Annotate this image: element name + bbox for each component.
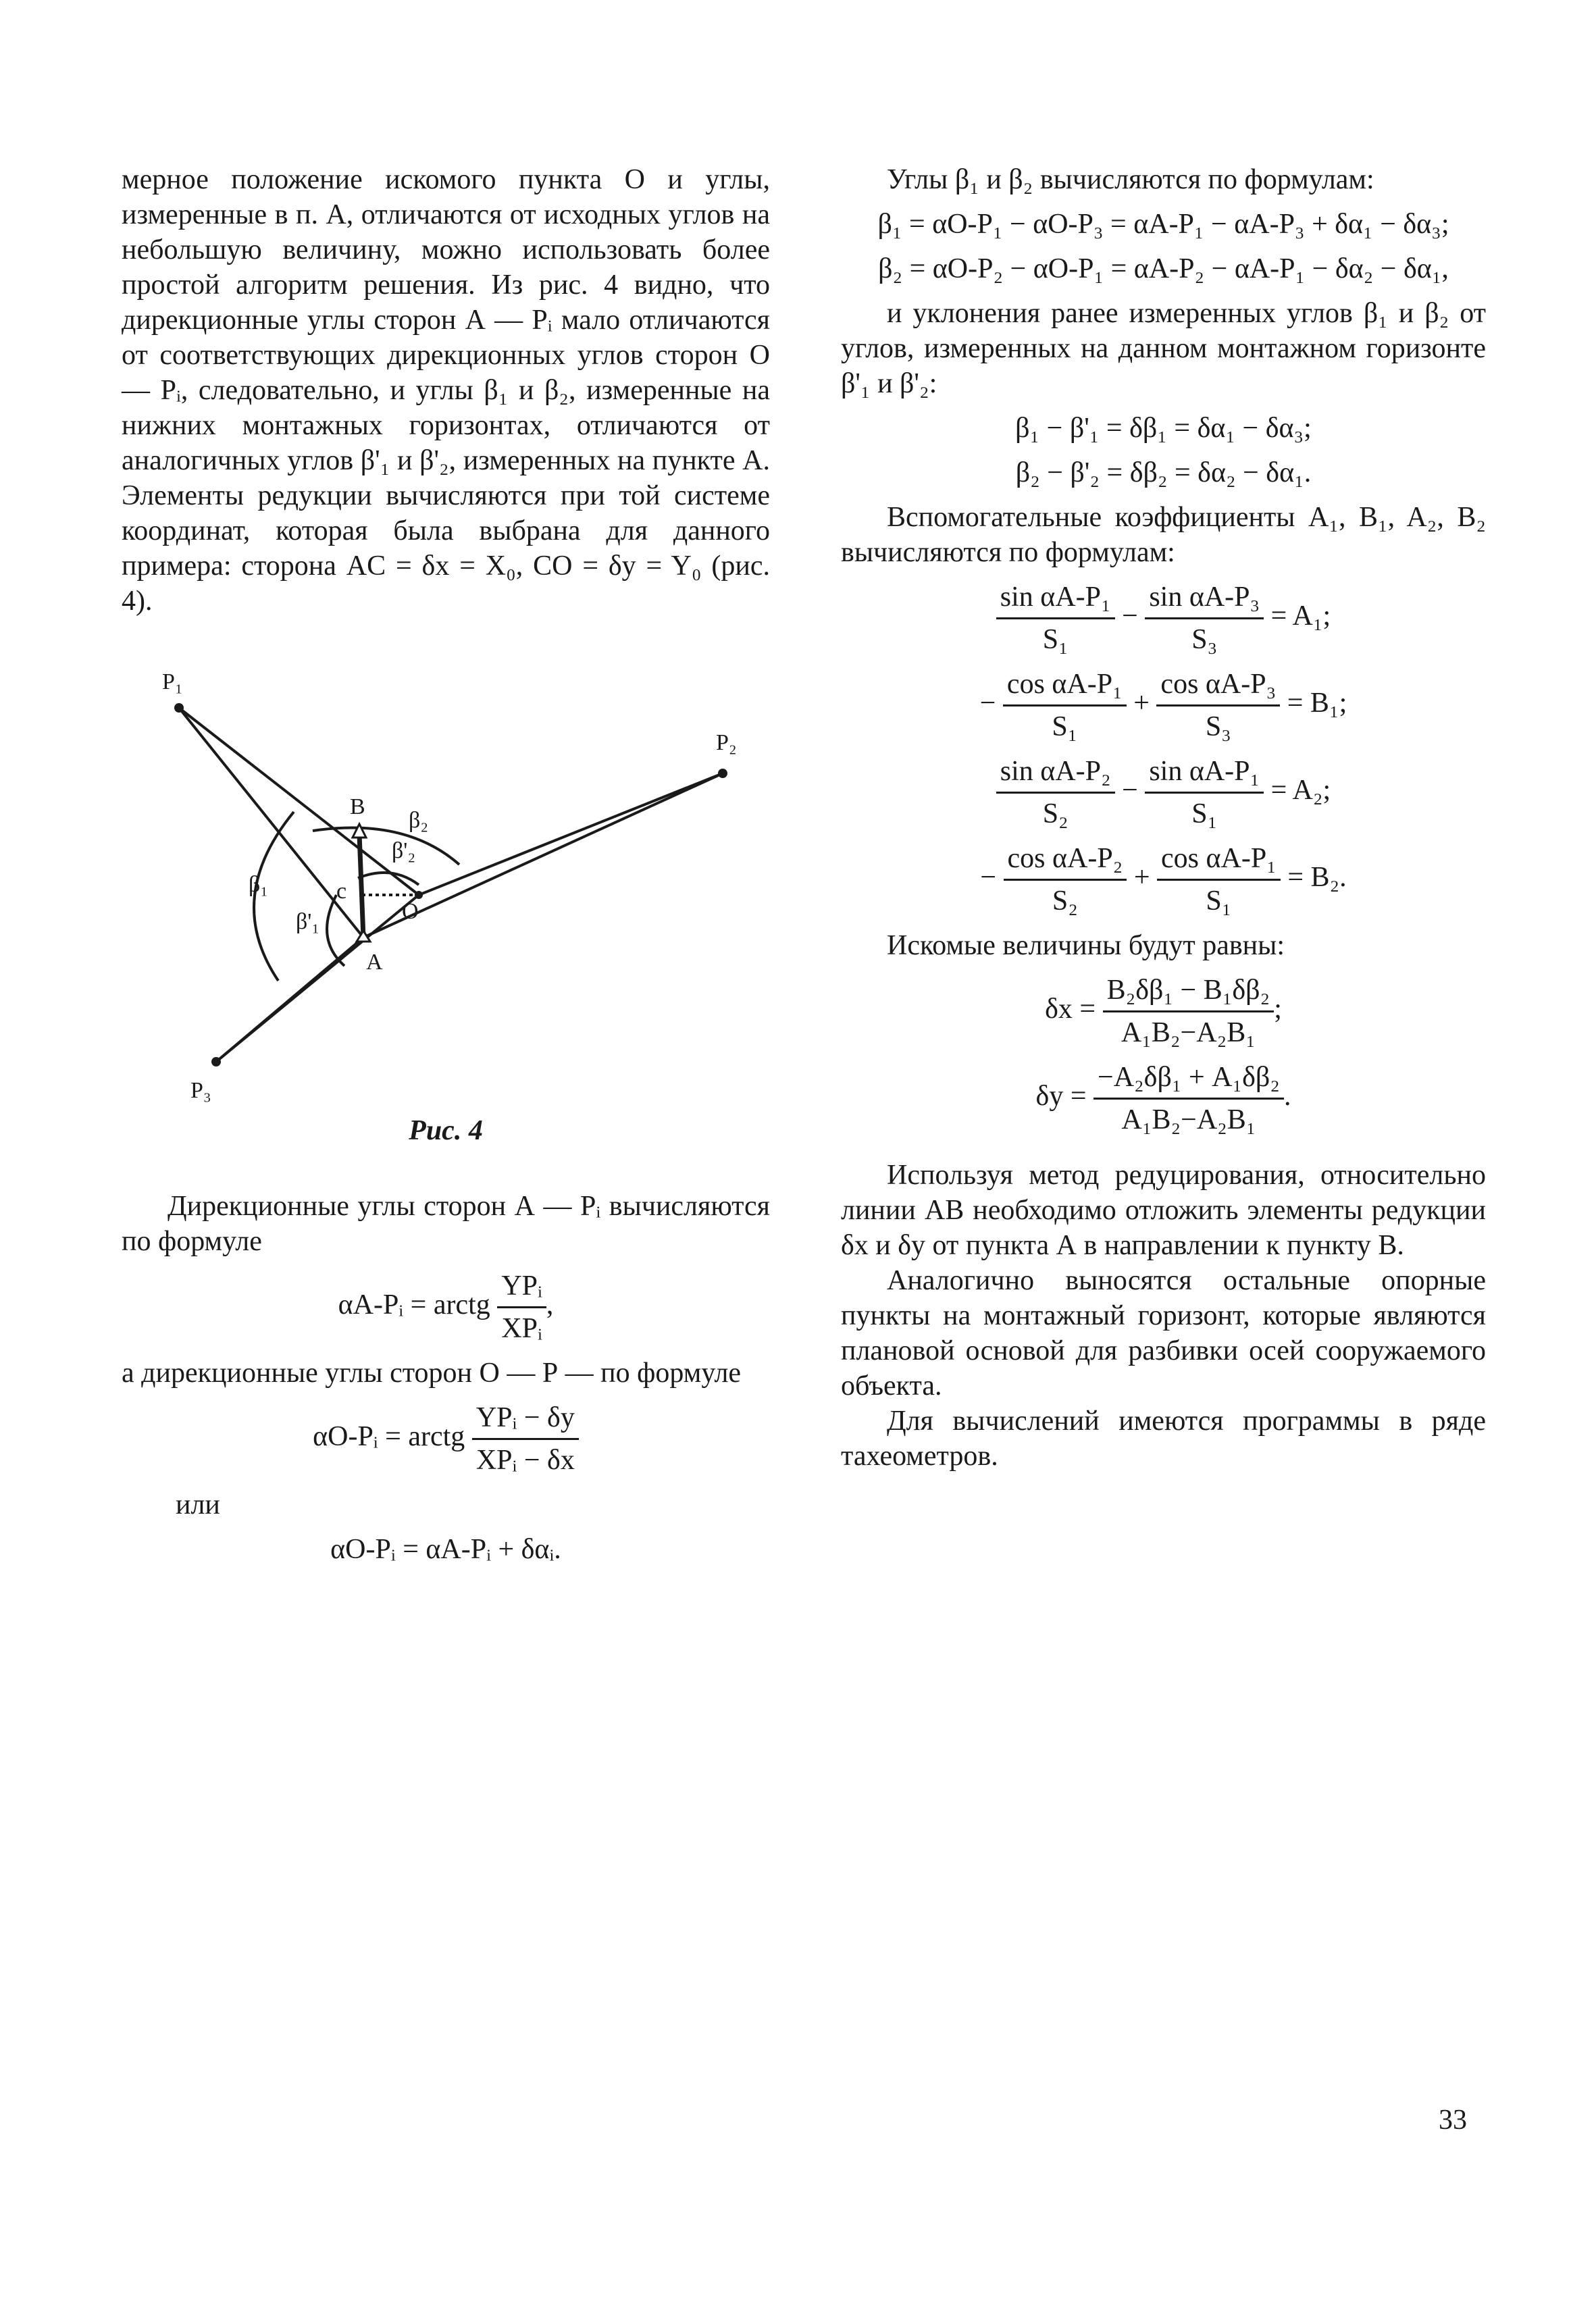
equation-delta-beta2: β₂ − β'₂ = δβ₂ = δα₂ − δα₁. [1015,457,1312,488]
left-paragraph-1: мерное положение искомого пункта О и углы, измеренные в п. А, отличаются от исходных углов на небольшую величину, можно использовать более простой алгоритм решения. Из рис. 4 видно, что дирекционные углы сторон А — Pᵢ мало отличаются от соответствующих дирекционных углов сторон О — Pᵢ, следовательно, и углы β₁ и β₂, измеренные на нижних монтажных горизонтах, отличаются от аналогичных углов β'₁ и β'₂, измеренных на пункте А. Элементы редукции вычисляются при той системе координат, которая была выбрана для данного примера: сторона AC = δx = X₀, CO = δy = Y₀ (рис. 4). [122,164,770,617]
c4-num-2: cos αA-P₁ [1157,841,1281,881]
dy-denominator: A₁B₂−A₂B₁ [1121,1104,1256,1135]
formula-1-denominator: XPᵢ [501,1313,542,1344]
arc-beta2-prime [358,873,419,885]
right-paragraph-1: Углы β₁ и β₂ вычисляются по формулам: [887,164,1374,195]
c1-num-1: sin αA-P₁ [996,580,1115,619]
dy-tail: . [1283,1081,1291,1112]
c1-rhs: = A₁; [1270,600,1331,632]
formula-alpha-o-p [122,1400,770,1478]
right-paragraph-3: Вспомогательные коэффициенты A₁, B₁, A₂, B₂ вычисляются по формулам: [841,502,1486,568]
c2-num-1: cos αA-P₁ [1003,667,1127,706]
formula-alpha-o-p-alt: αO-Pᵢ = αA-Pᵢ + δαᵢ. [330,1534,561,1565]
c3-den-1: S₂ [1042,798,1069,829]
c3-num-2: sin αA-P₁ [1145,754,1264,794]
c4-prefix: − [980,862,997,894]
equation-beta2: β₂ = αO-P₂ − αO-P₁ = αA-P₂ − αA-P₁ − δα₂ − δα₁, [878,253,1449,284]
c1-den-2: S₃ [1191,624,1218,655]
dx-denominator: A₁B₂−A₂B₁ [1121,1017,1256,1048]
right-paragraph-2: и уклонения ранее измеренных углов β₁ и β₂ от углов, измеренных на данном монтажном горизонте β'₁ и β'₂: [841,298,1486,399]
point-o [415,891,423,899]
c1-den-1: S₁ [1042,624,1069,655]
c3-fraction-1 [996,754,1115,831]
formula-2-denominator: XPᵢ − δx [475,1445,575,1476]
c3-num-1: sin αA-P₂ [996,754,1115,794]
c2-num-2: cos αA-P₃ [1156,667,1280,706]
label-beta1: β₁ [249,872,269,897]
left-column-lower [122,1189,770,1576]
figure-caption: Рис. 4 [409,1115,483,1146]
left-paragraph-3: а дирекционные углы сторон О — Р — по формуле [122,1358,742,1389]
formula-1-numerator: YPᵢ [497,1268,546,1308]
dx-numerator: B₂δβ₁ − B₁δβ₂ [1103,973,1275,1012]
c4-den-1: S₂ [1052,885,1078,917]
c2-operator: + [1133,688,1150,719]
c3-fraction-2 [1145,754,1264,831]
label-p3: P₃ [190,1078,211,1103]
left-or: или [176,1489,220,1520]
left-column [122,162,770,619]
c3-operator: − [1122,775,1138,806]
right-paragraph-5: Используя метод редуцирования, относительно линии АВ необходимо отложить элементы редукции δx и δy от пункта А в направлении к пункту В. [841,1160,1486,1261]
figure-4-diagram [122,662,770,1148]
c4-fraction-1 [1004,841,1127,919]
label-c: c [336,879,347,904]
c2-prefix: − [979,688,996,719]
c4-operator: + [1133,862,1150,894]
left-paragraph-2: Дирекционные углы сторон А — Pᵢ вычисляются по формуле [122,1191,770,1257]
formula-delta-y [841,1060,1486,1137]
coefficient-a1 [841,580,1486,657]
point-p1 [174,703,184,713]
formula-alpha-a-p [122,1268,770,1346]
c2-fraction-2 [1156,667,1280,744]
c2-rhs: = B₁; [1287,688,1347,719]
c1-fraction-2 [1145,580,1264,657]
formula-delta-x [841,973,1486,1050]
coefficient-a2 [841,754,1486,831]
label-beta2: β₂ [409,808,429,833]
formula-1-fraction [497,1268,546,1346]
page-number: 33 [1439,2105,1467,2136]
label-beta1-prime: β'₁ [296,909,320,934]
formula-2-numerator: YPᵢ − δy [472,1400,579,1440]
c4-num-1: cos αA-P₂ [1004,841,1127,881]
c2-den-2: S₃ [1205,711,1231,742]
c3-rhs: = A₂; [1270,775,1331,806]
equation-beta1: β₁ = αO-P₁ − αO-P₃ = αA-P₁ − αA-P₃ + δα₁ − δα₃; [877,209,1449,240]
coefficient-b2 [841,841,1486,919]
dy-lhs: δy = [1035,1081,1087,1112]
right-column [841,162,1486,1474]
label-p1: P₁ [162,669,183,694]
label-a: A [366,950,383,975]
right-paragraph-4: Искомые величины будут равны: [887,930,1285,961]
point-p3 [211,1057,221,1066]
dx-fraction [1103,973,1275,1050]
coefficient-b1 [841,667,1486,744]
line-o-p2 [419,773,723,895]
dx-tail: ; [1274,994,1282,1025]
c1-operator: − [1122,600,1138,632]
right-paragraph-6: Аналогично выносятся остальные опорные пункты на монтажный горизонт, которые являются плановой основой для разбивки осей сооружаемого объекта. [841,1265,1486,1402]
c3-den-2: S₁ [1191,798,1218,829]
label-beta2-prime: β'₂ [392,838,416,863]
dx-lhs: δx = [1045,994,1096,1025]
label-p2: P₂ [716,730,737,755]
point-p2 [718,769,727,778]
c1-fraction-1 [996,580,1115,657]
label-o: O [402,899,419,924]
formula-1-tail: , [546,1289,554,1321]
arc-beta2 [313,828,459,865]
c2-den-1: S₁ [1052,711,1078,742]
c4-den-2: S₁ [1206,885,1232,917]
formula-2-lhs: αO-Pᵢ = arctg [313,1421,465,1453]
point-b-marker [353,824,366,838]
equation-delta-beta1: β₁ − β'₁ = δβ₁ = δα₁ − δα₃; [1015,413,1312,444]
right-paragraph-7: Для вычислений имеются программы в ряде тахеометров. [841,1406,1486,1472]
formula-2-fraction [472,1400,579,1478]
c4-fraction-2 [1157,841,1281,919]
c2-fraction-1 [1003,667,1127,744]
dy-numerator: −A₂δβ₁ + A₁δβ₂ [1093,1060,1284,1100]
c4-rhs: = B₂. [1287,862,1347,894]
formula-1-lhs: αA-Pᵢ = arctg [338,1289,490,1321]
line-p1-o [179,708,419,895]
c1-num-2: sin αA-P₃ [1145,580,1264,619]
label-b: B [350,794,365,819]
dy-fraction [1093,1060,1284,1137]
